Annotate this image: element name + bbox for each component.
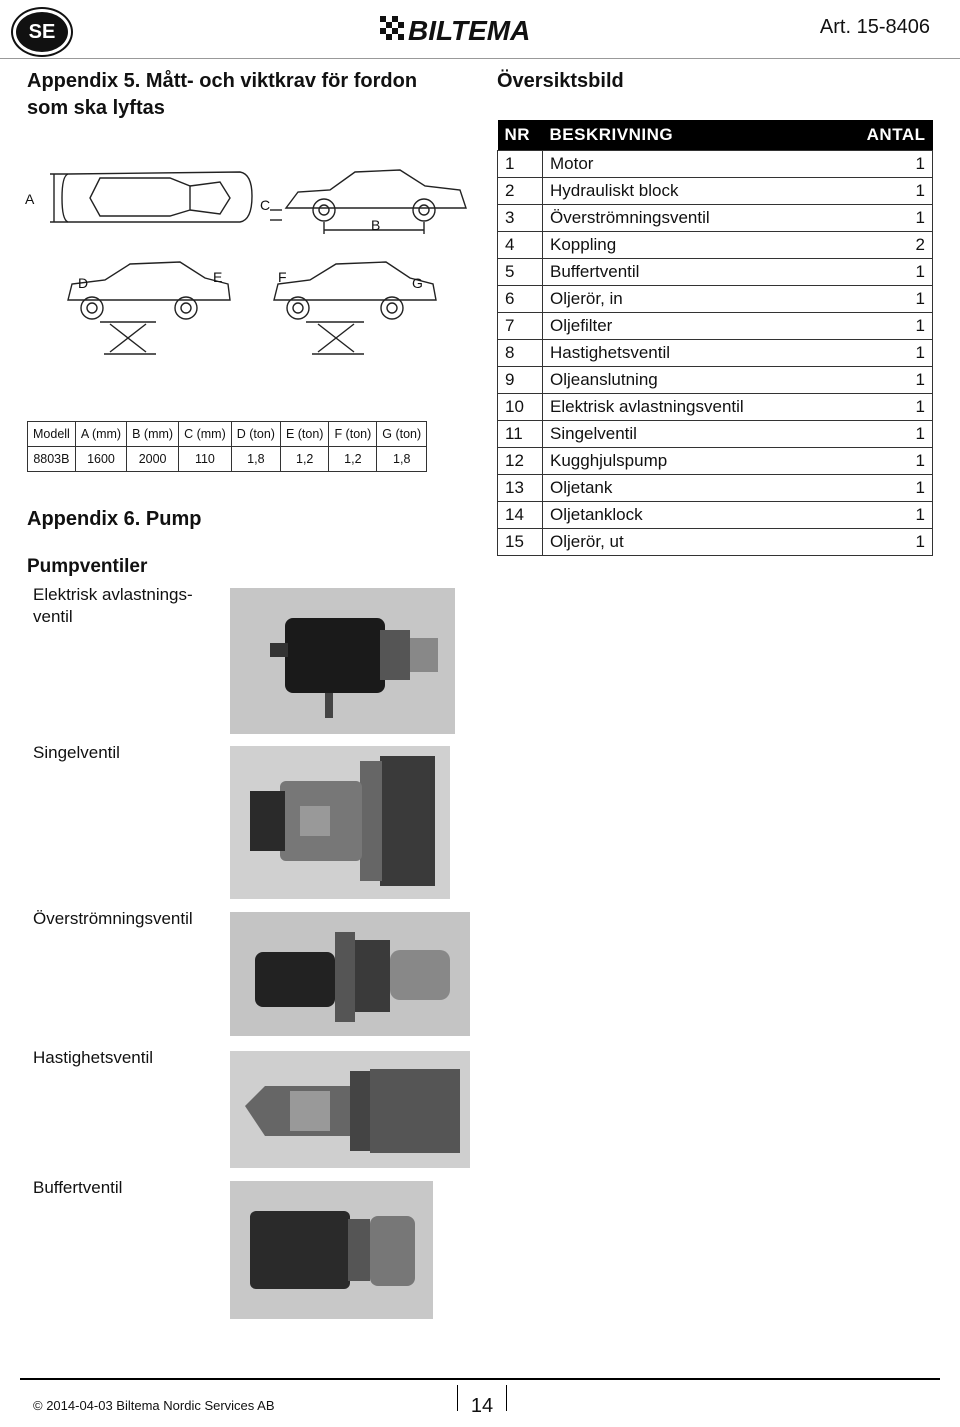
table-header-cell: B (mm) — [127, 422, 179, 447]
table-header-cell: D (ton) — [231, 422, 280, 447]
row-quantity: 1 — [831, 205, 932, 232]
footer-rule — [20, 1378, 940, 1380]
row-number: 5 — [498, 259, 543, 286]
row-number: 3 — [498, 205, 543, 232]
table-row — [498, 394, 933, 421]
table-cell: 1,2 — [280, 447, 329, 472]
row-quantity: 2 — [831, 232, 932, 259]
table-cell: 1600 — [75, 447, 126, 472]
table-row — [498, 286, 933, 313]
row-number: 11 — [498, 421, 543, 448]
valve-label-buffer: Buffertventil — [33, 1178, 123, 1197]
row-quantity: 1 — [831, 394, 932, 421]
row-quantity: 1 — [831, 367, 932, 394]
table-row — [498, 259, 933, 286]
row-quantity: 1 — [831, 340, 932, 367]
appendix5-title: Appendix 5. Mått- och viktkrav för fordon som ska lyftas — [27, 70, 418, 119]
row-description: Singelventil — [543, 421, 832, 448]
row-quantity: 1 — [831, 313, 932, 340]
table-header-cell: A (mm) — [75, 422, 126, 447]
row-number: 6 — [498, 286, 543, 313]
row-description: Hydrauliskt block — [543, 178, 832, 205]
row-description: Oljetank — [543, 475, 832, 502]
row-number: 2 — [498, 178, 543, 205]
table-row — [498, 421, 933, 448]
page-number: 14 — [457, 1385, 507, 1411]
table-row — [498, 529, 933, 556]
row-description: Hastighetsventil — [543, 340, 832, 367]
dim-label-b: B — [371, 217, 381, 233]
valve-label-electric: Elektrisk avlastnings- ventil — [33, 585, 193, 626]
dimension-table — [27, 421, 427, 472]
valve-label-speed: Hastighetsventil — [33, 1048, 154, 1067]
header-quantity: ANTAL — [831, 120, 932, 151]
row-quantity: 1 — [831, 475, 932, 502]
header-divider — [0, 58, 960, 59]
row-number: 7 — [498, 313, 543, 340]
row-number: 1 — [498, 151, 543, 178]
table-row — [28, 447, 427, 472]
row-description: Oljetanklock — [543, 502, 832, 529]
row-quantity: 1 — [831, 529, 932, 556]
parts-table-header — [498, 120, 933, 151]
appendix6-title: Appendix 6. Pump — [27, 508, 202, 530]
row-description: Oljefilter — [543, 313, 832, 340]
row-quantity: 1 — [831, 502, 932, 529]
row-description: Kugghjulspump — [543, 448, 832, 475]
row-number: 9 — [498, 367, 543, 394]
table-header-cell: C (mm) — [179, 422, 232, 447]
row-number: 10 — [498, 394, 543, 421]
dim-label-e: E — [213, 269, 223, 285]
table-row — [498, 502, 933, 529]
table-row — [498, 367, 933, 394]
row-quantity: 1 — [831, 259, 932, 286]
article-number: Art. 15-8406 — [819, 16, 930, 38]
row-quantity: 1 — [831, 286, 932, 313]
row-description: Motor — [543, 151, 832, 178]
table-header-cell: F (ton) — [329, 422, 377, 447]
speed-valve-photo — [230, 1051, 470, 1168]
footer-copyright: © 2014-04-03 Biltema Nordic Services AB — [33, 1398, 275, 1413]
dim-label-d: D — [78, 275, 89, 291]
row-number: 14 — [498, 502, 543, 529]
table-row — [498, 151, 933, 178]
table-cell: 1,8 — [377, 447, 427, 472]
table-cell: 1,2 — [329, 447, 377, 472]
table-row — [498, 205, 933, 232]
dim-label-f: F — [278, 269, 287, 285]
parts-table — [497, 120, 933, 556]
table-cell: 2000 — [127, 447, 179, 472]
row-quantity: 1 — [831, 421, 932, 448]
overflow-valve-photo — [230, 912, 470, 1036]
vehicle-dimension-diagram — [20, 160, 480, 360]
table-row — [498, 475, 933, 502]
table-row — [498, 313, 933, 340]
row-description: Buffertventil — [543, 259, 832, 286]
pump-valves-subtitle: Pumpventiler — [27, 556, 148, 577]
valve-label-single: Singelventil — [33, 743, 120, 762]
table-row — [498, 178, 933, 205]
row-description: Oljeanslutning — [543, 367, 832, 394]
buffer-valve-photo — [230, 1181, 433, 1319]
row-description: Oljerör, ut — [543, 529, 832, 556]
language-badge: SE — [13, 9, 71, 55]
row-description: Oljerör, in — [543, 286, 832, 313]
header-nr: NR — [498, 120, 543, 151]
overview-title: Översiktsbild — [497, 70, 624, 92]
row-number: 12 — [498, 448, 543, 475]
table-cell: 1,8 — [231, 447, 280, 472]
row-number: 8 — [498, 340, 543, 367]
single-valve-photo — [230, 746, 450, 899]
table-header-cell: G (ton) — [377, 422, 427, 447]
electric-valve-photo — [230, 588, 455, 734]
row-number: 13 — [498, 475, 543, 502]
row-description: Överströmningsventil — [543, 205, 832, 232]
table-row — [498, 340, 933, 367]
brand-text: BILTEMA — [408, 15, 531, 44]
table-header-cell: Modell — [28, 422, 76, 447]
dimension-table-header — [28, 422, 427, 447]
valve-label-overflow: Överströmningsventil — [33, 909, 193, 928]
dim-label-a: A — [25, 191, 35, 207]
table-row — [498, 232, 933, 259]
row-number: 4 — [498, 232, 543, 259]
row-description: Koppling — [543, 232, 832, 259]
row-quantity: 1 — [831, 178, 932, 205]
biltema-logo — [380, 14, 585, 44]
table-row — [498, 448, 933, 475]
row-description: Elektrisk avlastningsventil — [543, 394, 832, 421]
dim-label-c: C — [260, 197, 271, 213]
table-header-cell: E (ton) — [280, 422, 329, 447]
row-number: 15 — [498, 529, 543, 556]
header-description: BESKRIVNING — [543, 120, 832, 151]
table-cell: 110 — [179, 447, 232, 472]
dim-label-g: G — [412, 275, 423, 291]
row-quantity: 1 — [831, 448, 932, 475]
row-quantity: 1 — [831, 151, 932, 178]
table-cell: 8803B — [28, 447, 76, 472]
